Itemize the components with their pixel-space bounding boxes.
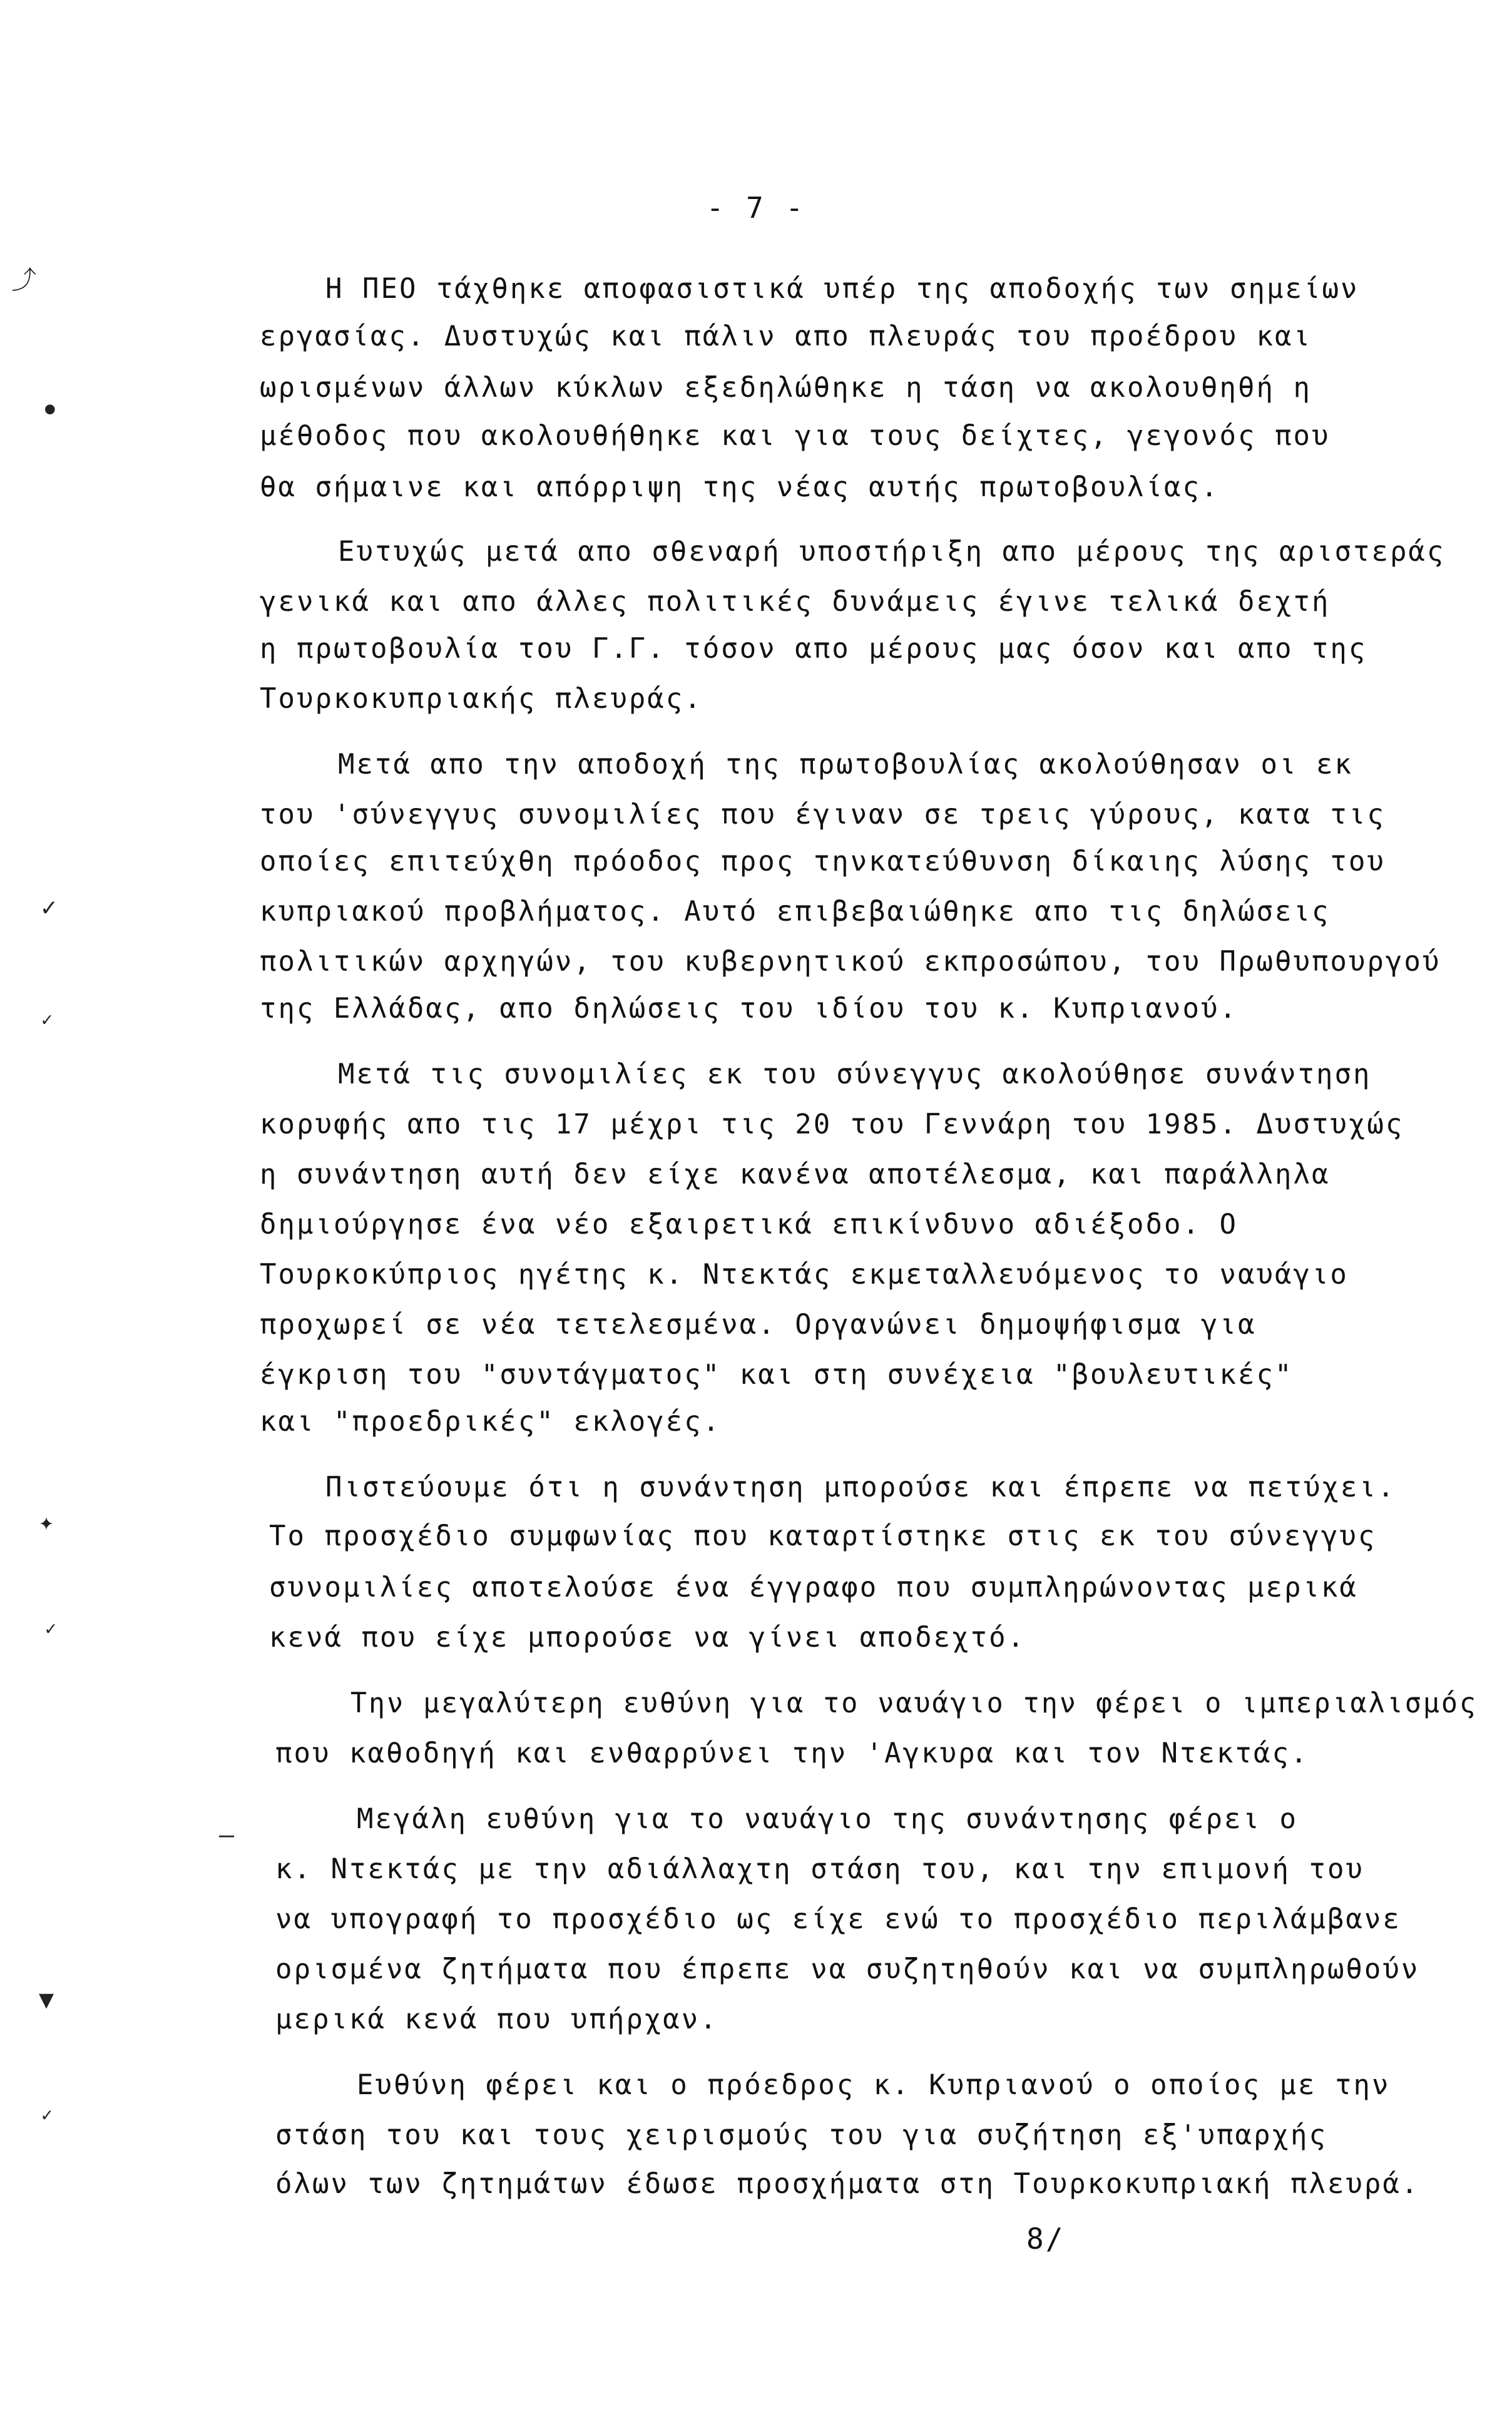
text-line: Ευτυχώς μετά απο σθεναρή υποστήριξη απο μέρους της αριστεράς xyxy=(338,536,1446,568)
text-line: δημιούργησε ένα νέο εξαιρετικά επικίνδυνο αδιέξοδο. Ο xyxy=(260,1209,1238,1240)
margin-arrow-mark: ⤴ xyxy=(11,266,36,295)
text-line: οποίες επιτεύχθη πρόοδος προς τηνκατεύθυνση δίκαιης λύσης του xyxy=(260,846,1386,877)
text-line: η συνάντηση αυτή δεν είχε κανένα αποτέλεσμα, και παράλληλα xyxy=(260,1158,1331,1190)
text-line: Μετά τις συνομιλίες εκ του σύνεγγυς ακολούθησε συνάντηση xyxy=(338,1058,1372,1090)
text-line: πολιτικών αρχηγών, του κυβερνητικού εκπροσώπου, του Πρωθυπουργού xyxy=(260,946,1441,978)
text-line: στάση του και τους χειρισμούς του για συζήτηση εξ'υπαρχής xyxy=(275,2119,1327,2151)
margin-arrow-mark: ▼ xyxy=(39,1985,54,2014)
text-line: προχωρεί σε νέα τετελεσμένα. Οργανώνει δημοψήφισμα για xyxy=(260,1309,1257,1341)
text-line: εργασίας. Δυστυχώς και πάλιν απο πλευράς του προέδρου και xyxy=(260,320,1312,352)
text-line: μερικά κενά που υπήρχαν. xyxy=(275,2003,718,2035)
text-line: της Ελλάδας, απο δηλώσεις του ιδίου του κ. Κυπριανού. xyxy=(260,993,1238,1025)
text-line: θα σήμαινε και απόρριψη της νέας αυτής πρωτοβουλίας. xyxy=(260,471,1220,503)
text-line: Τουρκοκύπριος ηγέτης κ. Ντεκτάς εκμεταλλευόμενος το ναυάγιο xyxy=(260,1259,1349,1291)
text-line: γενικά και απο άλλες πολιτικές δυνάμεις έγινε τελικά δεχτή xyxy=(260,586,1331,618)
margin-tick-mark: ✓ xyxy=(41,2104,53,2126)
text-line: ορισμένα ζητήματα που έπρεπε να συζητηθούν και να συμπληρωθούν xyxy=(275,1953,1420,1985)
text-line: συνομιλίες αποτελούσε ένα έγγραφο που συμπληρώνοντας μερικά xyxy=(269,1572,1358,1603)
margin-tick-mark: ✓ xyxy=(45,1618,57,1640)
margin-tick-mark: ✓ xyxy=(41,893,57,922)
text-line: Το προσχέδιο συμφωνίας που καταρτίστηκε στις εκ του σύνεγγυς xyxy=(269,1520,1377,1552)
text-line: Μεγάλη ευθύνη για το ναυάγιο της συνάντησης φέρει ο xyxy=(357,1803,1299,1835)
text-line: κυπριακού προβλήματος. Αυτό επιβεβαιώθηκε απο τις δηλώσεις xyxy=(260,896,1331,928)
text-line: έγκριση του "συντάγματος" και στη συνέχεια "βουλευτικές" xyxy=(260,1359,1294,1391)
text-line: Μετά απο την αποδοχή της πρωτοβουλίας ακολούθησαν οι εκ xyxy=(338,749,1353,780)
margin-tick-mark: ✓ xyxy=(41,1009,53,1031)
text-line: του 'σύνεγγυς συνομιλίες που έγιναν σε τρεις γύρους, κατα τις xyxy=(260,799,1386,831)
text-line: Η ΠΕΟ τάχθηκε αποφασιστικά υπέρ της αποδοχής των σημείων xyxy=(325,273,1359,305)
text-line: Την μεγαλύτερη ευθύνη για το ναυάγιο την φέρει ο ιμπεριαλισμός xyxy=(350,1687,1478,1719)
text-line: κορυφής απο τις 17 μέχρι τις 20 του Γεννάρη του 1985. Δυστυχώς xyxy=(260,1108,1404,1140)
text-line: η πρωτοβουλία του Γ.Γ. τόσον απο μέρους μας όσον και απο της xyxy=(260,633,1367,665)
margin-star-mark: ✦ xyxy=(39,1508,54,1537)
text-line: και "προεδρικές" εκλογές. xyxy=(260,1406,722,1438)
text-line: ωρισμένων άλλων κύκλων εξεδηλώθηκε η τάση να ακολουθηθή η xyxy=(260,372,1312,404)
page-number: - 7 - xyxy=(706,191,806,225)
text-line: κενά που είχε μπορούσε να γίνει αποδεχτό. xyxy=(269,1622,1026,1654)
text-line: μέθοδος που ακολουθήθηκε και για τους δείχτες, γεγονός που xyxy=(260,420,1331,452)
text-line: Τουρκοκυπριακής πλευράς. xyxy=(260,683,703,715)
margin-dash-mark: — xyxy=(219,1821,235,1849)
text-line: κ. Ντεκτάς με την αδιάλλαχτη στάση του, και την επιμονή του xyxy=(275,1853,1364,1885)
margin-dot-mark: ● xyxy=(45,399,55,418)
text-line: να υπογραφή το προσχέδιο ως είχε ενώ το προσχέδιο περιλάμβανε xyxy=(275,1903,1401,1935)
text-line: που καθοδηγή και ενθαρρύνει την 'Αγκυρα και τον Ντεκτάς. xyxy=(275,1737,1309,1769)
text-line: όλων των ζητημάτων έδωσε προσχήματα στη Τουρκοκυπριακή πλευρά. xyxy=(275,2168,1420,2200)
text-line: Πιστεύουμε ότι η συνάντηση μπορούσε και έπρεπε να πετύχει. xyxy=(325,1471,1396,1503)
text-line: Ευθύνη φέρει και ο πρόεδρος κ. Κυπριανού ο οποίος με την xyxy=(357,2069,1391,2101)
continuation-marker: 8/ xyxy=(1026,2222,1065,2256)
